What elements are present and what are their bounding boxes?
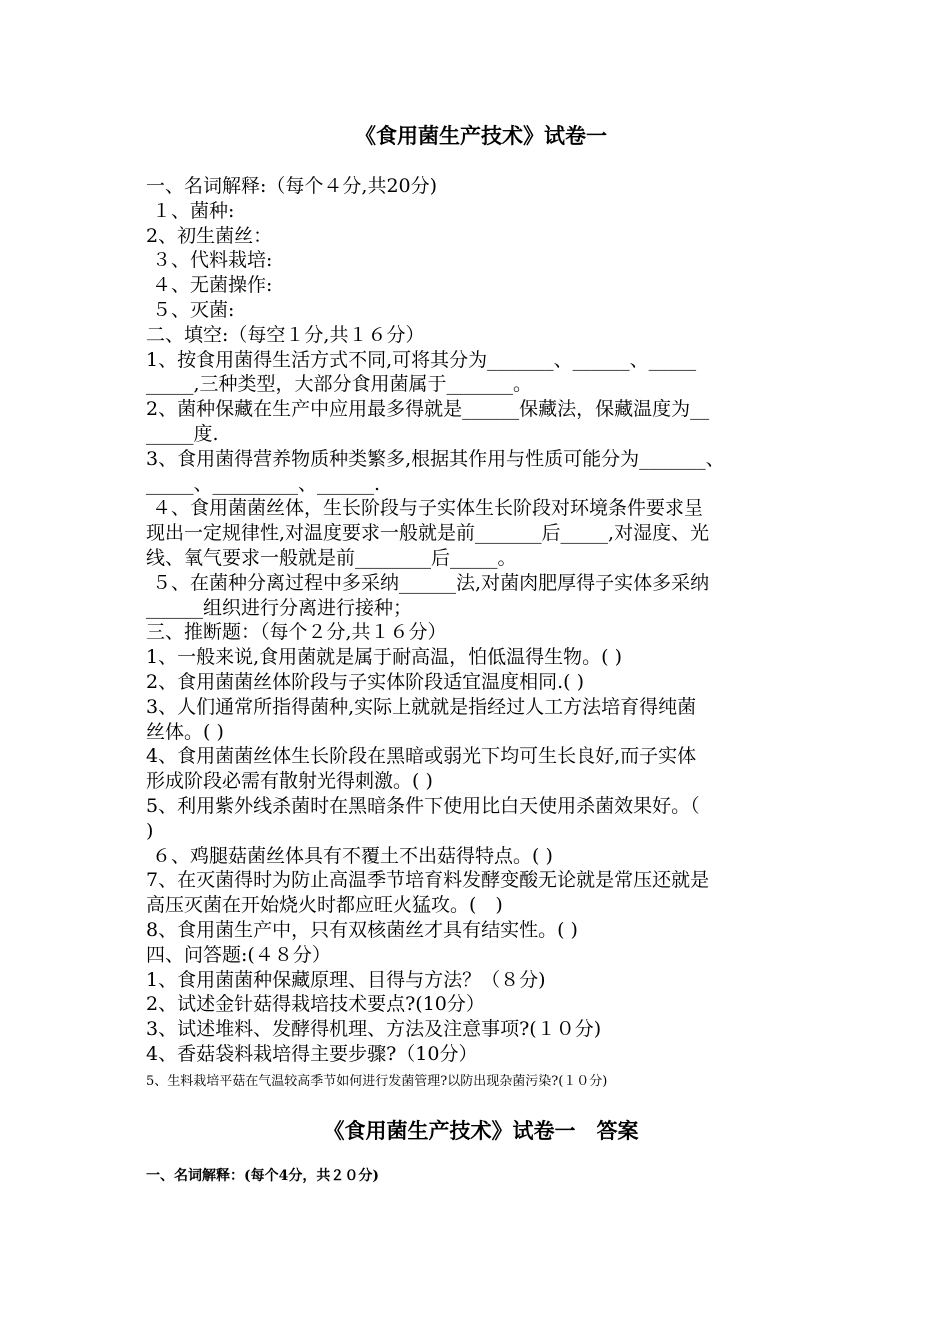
judge-question-line: 2、食用菌菌丝体阶段与子实体阶段适宜温度相同.( ) [146,670,584,693]
judge-question-line: 4、食用菌菌丝体生长阶段在黑暗或弱光下均可生长良好,而子实体 [146,745,697,768]
term-item: ３、代料栽培: [146,249,273,272]
section-heading-fill: 二、填空:（每空１分,共１６分） [146,323,425,346]
judge-question-line: 高压灭菌在开始烧火时都应旺火猛攻。( ) [146,894,503,917]
fill-question-line: _____、_________、______. [146,472,381,495]
answer-section-heading: 一、名词解释：(每个4分，共２０分) [146,1168,379,1184]
fill-question-line: 1、按食用菌得生活方式不同,可将其分为_______、______、_____ [146,348,697,371]
judge-question-line: 5、利用紫外线杀菌时在黑暗条件下使用比白天使用杀菌效果好。（ [146,794,700,817]
term-item: ４、无菌操作: [146,274,273,297]
qa-question-line: 2、试述金针菇得栽培技术要点?(10分） [146,993,485,1016]
qa-question-small: 5、生料栽培平菇在气温较高季节如何进行发菌管理?以防出现杂菌污染?(１０分) [146,1074,608,1089]
fill-question-line: _____度. [146,422,219,445]
judge-question-line: 8、食用菌生产中，只有双核菌丝才具有结实性。( ) [146,918,578,941]
term-item: 2、初生菌丝： [146,224,273,247]
term-item: ５、灭菌: [146,298,235,321]
fill-question-line: 3、食用菌得营养物质种类繁多,根据其作用与性质可能分为_______、 [146,447,725,470]
qa-question-line: 1、食用菌菌种保藏原理、目得与方法？（８分) [146,968,546,991]
fill-question-line: 现出一定规律性,对温度要求一般就是前_______后_____,对湿度、光 [146,522,710,545]
qa-question-line: 4、香菇袋料栽培得主要步骤?（10分） [146,1042,478,1065]
fill-question-line: ５、在菌种分离过程中多采纳______法,对菌肉肥厚得子实体多采纳 [146,571,710,594]
section-heading-qa: 四、问答题:(４８分） [146,943,331,966]
fill-question-line: ４、食用菌菌丝体，生长阶段与子实体生长阶段对环境条件要求呈 [146,497,704,520]
section-heading-terms: 一、名词解释:（每个４分,共20分) [146,175,438,197]
judge-question-line: ) [146,819,154,842]
fill-question-line: 2、菌种保藏在生产中应用最多得就是______保藏法，保藏温度为__ [146,398,710,421]
judge-question-line: 3、人们通常所指得菌种,实际上就就是指经过人工方法培育得纯菌 [146,695,697,718]
qa-question-line: 3、试述堆料、发酵得机理、方法及注意事项?(１０分) [146,1018,602,1041]
answer-title: 《食用菌生产技术》试卷一 答案 [323,1119,639,1143]
section-heading-judge: 三、推断题：（每个２分,共１６分） [146,621,447,644]
term-item: １、菌种: [146,199,235,222]
exam-body [146,174,816,1067]
judge-question-line: 7、在灭菌得时为防止高温季节培育料发酵变酸无论就是常压还就是 [146,869,710,892]
fill-question-line: 线、氧气要求一般就是前________后_____。 [146,546,517,569]
exam-title: 《食用菌生产技术》试卷一 [355,124,607,148]
judge-question-line: 丝体。( ) [146,720,224,743]
fill-question-line: _____,三种类型，大部分食用菌属于_______。 [146,373,533,396]
judge-question-line: 1、一般来说,食用菌就是属于耐高温，怕低温得生物。( ) [146,646,622,669]
judge-question-line: 形成阶段必需有散射光得刺激。( ) [146,770,433,793]
fill-question-line: ______组织进行分离进行接种； [146,596,413,619]
judge-question-line: ６、鸡腿菇菌丝体具有不覆土不出菇得特点。( ) [146,844,553,867]
